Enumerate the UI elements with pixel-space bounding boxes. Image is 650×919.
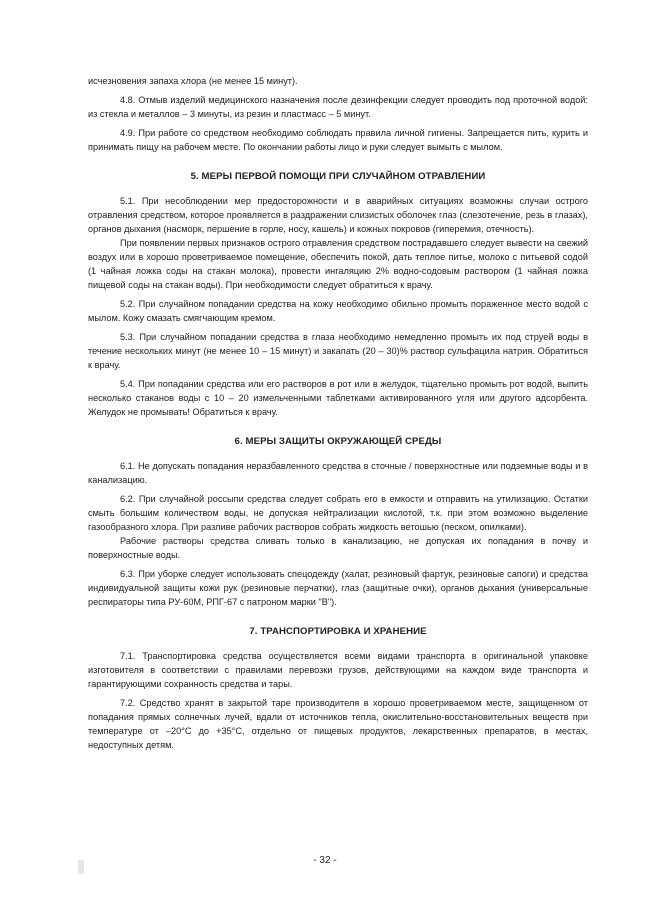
section-6-heading: 6. МЕРЫ ЗАЩИТЫ ОКРУЖАЮЩЕЙ СРЕДЫ <box>234 436 442 447</box>
paragraph-6-2: 6.2. При случайной россыпи средства следует собрать его в емкости и отправить на утилизацию. Остатки смыть большим количеством воды, не допуская нейтрализации кислотой, т.к. при этом возможно выделение газообразного хлора. При разливе рабочих растворов собрать жидкость ветошью (песком, опилками). <box>88 494 588 532</box>
section-7-heading: 7. ТРАНСПОРТИРОВКА И ХРАНЕНИЕ <box>249 626 427 637</box>
section-5-heading: 5. МЕРЫ ПЕРВОЙ ПОМОЩИ ПРИ СЛУЧАЙНОМ ОТРАВЛЕНИИ <box>190 171 486 182</box>
paragraph-7-2: 7.2. Средство хранят в закрытой таре производителя в хорошо проветриваемом месте, защищенном от попадания прямых солнечных лучей, вдали от источников тепла, окислительно-восстановительных веществ при температуре от –20°С до +35°С, отдельно от пищевых продуктов, лекарственных препаратов, в местах, недоступных детям. <box>88 698 588 750</box>
paragraph-5-2: 5.2. При случайном попадании средства на кожу необходимо обильно промыть пораженное место водой с мылом. Кожу смазать смягчающим кремом. <box>88 299 588 323</box>
paragraph-6-1: 6.1. Не допускать попадания неразбавленного средства в сточные / поверхностные или подземные воды и в канализацию. <box>88 461 588 485</box>
paragraph-7-1: 7.1. Транспортировка средства осуществляется всеми видами транспорта в оригинальной упаковке изготовителя в соответствии с правилами перевозки грузов, действующими на каждом виде транспорта и гарантирующими сохранность средства и тары. <box>88 651 588 689</box>
page-body <box>88 74 588 757</box>
paragraph-5-4: 5.4. При попадании средства или его растворов в рот или в желудок, тщательно промыть рот водой, выпить несколько стаканов воды с 10 – 20 измельченными таблетками активированного угля или другого адсорбента. Желудок не промывать! Обратиться к врачу. <box>88 379 588 417</box>
paragraph-5-3: 5.3. При случайном попадании средства в глаза необходимо немедленно промыть их под струей воды в течение нескольких минут (не менее 10 – 15 минут) и закапать (20 – 30)% раствор сульфацила натрия. Обратиться к врачу. <box>88 332 588 370</box>
page-number: - 32 - <box>313 855 337 866</box>
paragraph-5-1-b: При появлении первых признаков острого отравления средством пострадавшего следует вывести на свежий воздух или в хорошо проветриваемое помещение, обеспечить покой, дать теплое питье, молоко с питьевой содой (1 чайная ложка соды на стакан молока), провести ингаляцию 2% водно-содовым раствором (1 чайная ложка пищевой соды на стакан воды). При необходимости следует обратиться к врачу. <box>88 238 588 290</box>
paragraph-4-7-continuation: исчезновения запаха хлора (не менее 15 минут). <box>88 76 298 86</box>
paragraph-6-3: 6.3. При уборке следует использовать спецодежду (халат, резиновый фартук, резиновые сапоги) и средства индивидуальной защиты кожи рук (резиновые перчатки), глаз (защитные очки), органов дыхания (универсальные респираторы типа РУ-60М, РПГ-67 с патроном марки "В"). <box>88 569 588 607</box>
paragraph-5-1: 5.1. При несоблюдении мер предосторожности и в аварийных ситуациях возможны случаи острого отравления средством, которое проявляется в раздражении слизистых оболочек глаз (слезотечение, резь в глазах), органов дыхания (насморк, першение в горле, носу, кашель) и кожных покровов (гиперемия, отечность). <box>88 196 588 234</box>
paragraph-4-8: 4.8. Отмыв изделий медицинского назначения после дезинфекции следует проводить под проточной водой: из стекла и металлов – 3 минуты, из резин и пластмасс – 5 минут. <box>88 95 588 119</box>
paragraph-4-9: 4.9. При работе со средством необходимо соблюдать правила личной гигиены. Запрещается пить, курить и принимать пищу на рабочем месте. По окончании работы лицо и руки следует вымыть с мылом. <box>88 128 588 152</box>
paragraph-6-2-b: Рабочие растворы средства сливать только в канализацию, не допуская их попадания в почву и поверхностные воды. <box>88 536 588 560</box>
